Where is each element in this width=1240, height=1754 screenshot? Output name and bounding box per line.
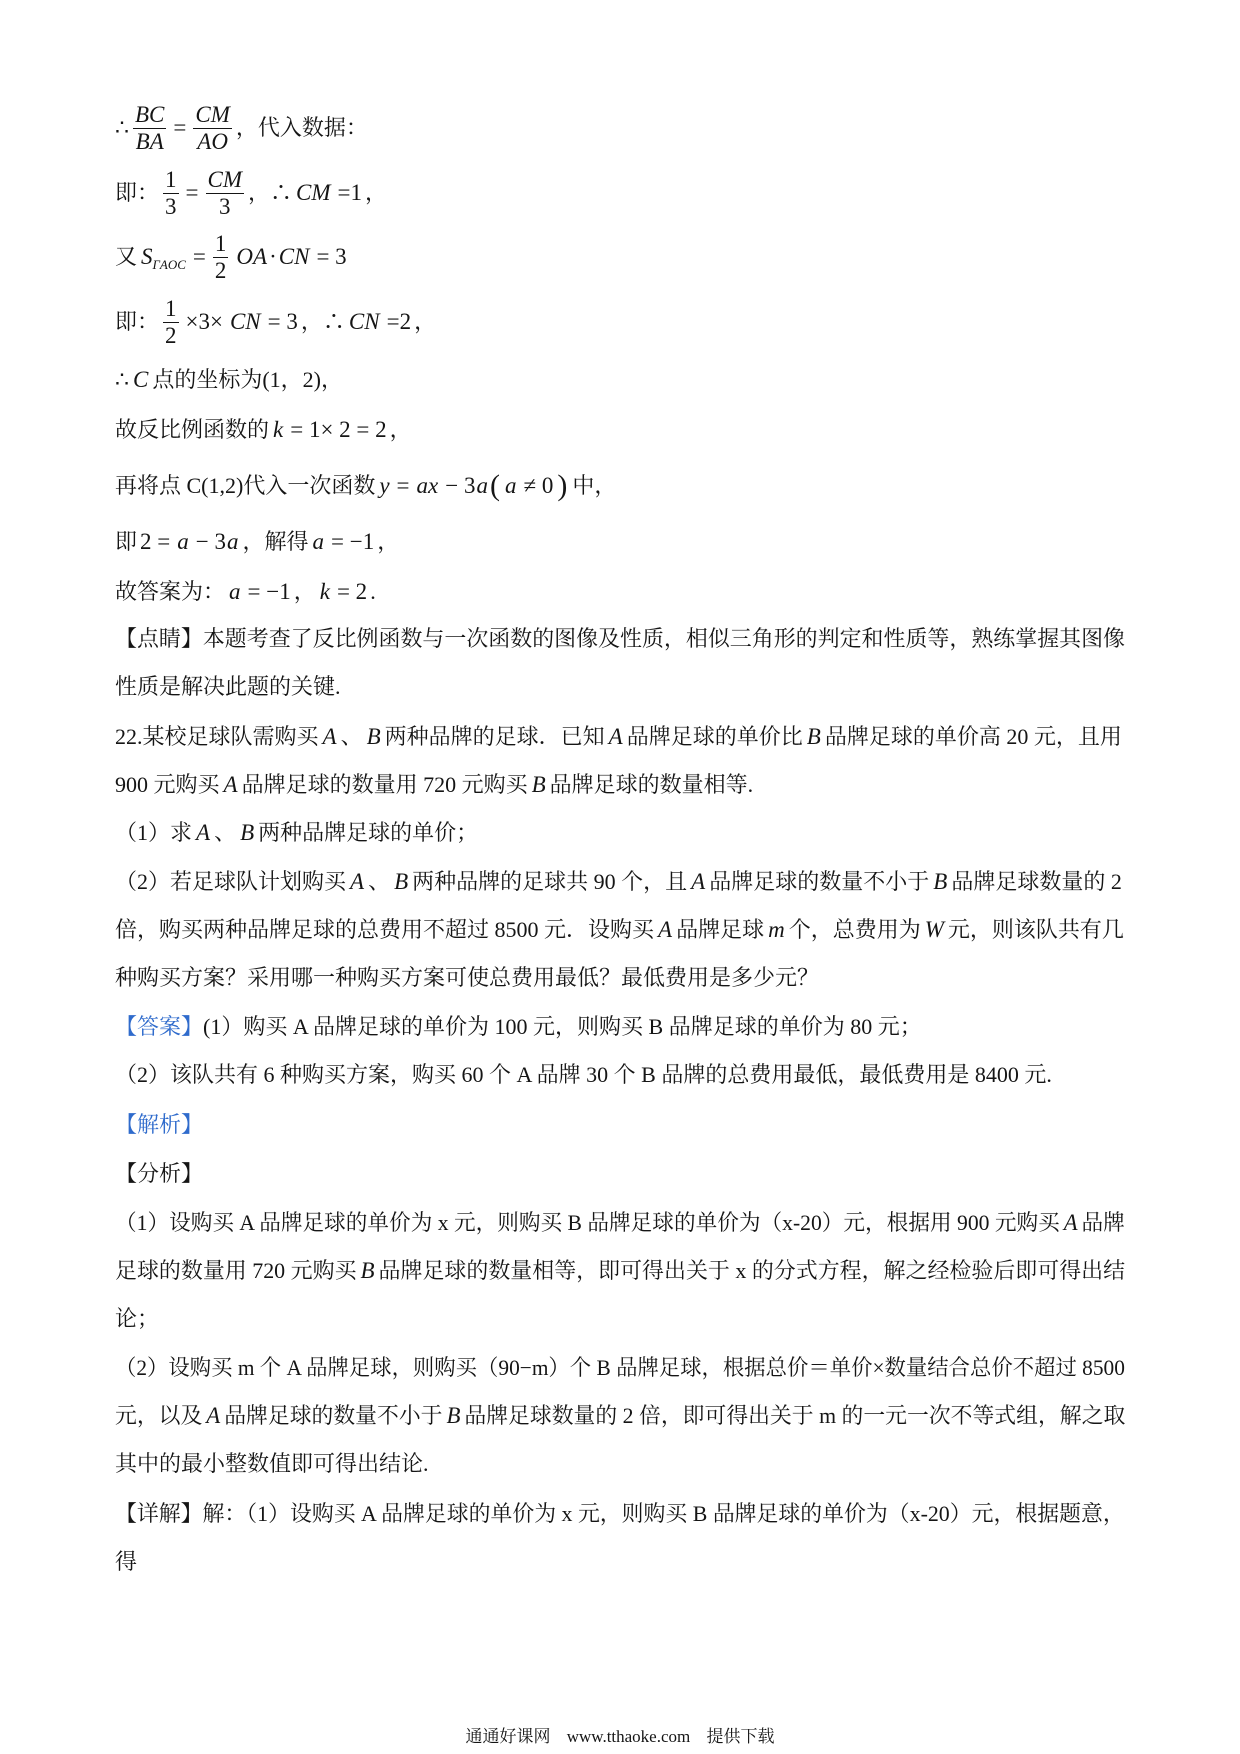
detail-text: 解：（1）设购买 A 品牌足球的单价为 x 元，则购买 B 品牌足球的单价为（x-20）元，根据题意，: [202, 1501, 1125, 1526]
math-variable: W: [924, 917, 944, 942]
math-expression: − 3: [195, 529, 226, 554]
text-segment: ，: [377, 529, 400, 554]
text-segment: 足球的数量用 720 元购买: [115, 1258, 357, 1283]
analysis-line-3: [115, 1304, 159, 1334]
math-expression: ≠ 0: [523, 473, 554, 498]
right-paren: ): [557, 469, 568, 502]
answer-text: （2）该队共有 6 种购买方案，购买 60 个 A 品牌 30 个 B 品牌的总费用最低，最低费用是 8400 元.: [115, 1062, 1052, 1087]
text-segment: 900 元购买: [115, 772, 220, 797]
math-expression: = 1× 2 = 2: [290, 417, 387, 442]
page-footer: [0, 1724, 1240, 1750]
math-variable: C: [133, 367, 149, 392]
derivation-line-point-c: [115, 365, 343, 395]
question-part-2-line-2: [115, 915, 1124, 945]
question-part-2-line-3: [115, 963, 819, 993]
math-variable: k: [273, 417, 284, 442]
math-variable: A: [206, 1403, 221, 1428]
therefore-symbol: ∴: [115, 367, 129, 392]
text-segment: 两种品牌的足球．已知: [384, 724, 605, 749]
text-segment: （2）设购买 m 个 A 品牌足球，则购买（90−m）个 B 品牌足球，根据总价＝单价×数量结合总价不超过 8500: [115, 1355, 1125, 1380]
math-variable: B: [240, 820, 255, 845]
fraction-denominator: 2: [165, 322, 177, 348]
analysis-line-4: [115, 1353, 1125, 1383]
answer-line-1: [115, 1012, 922, 1042]
fraction-denominator: 3: [165, 193, 177, 219]
text-segment: 22.某校足球队需购买: [115, 724, 319, 749]
math-variable: B: [531, 772, 546, 797]
text-segment: 品牌足球的数量不小于: [224, 1403, 443, 1428]
text-segment: 个，总费用为: [788, 917, 921, 942]
fraction-denominator: 2: [214, 257, 227, 283]
text-segment: 再将点 C(1,2)代入一次函数: [115, 473, 376, 498]
question-line-1: [115, 722, 1122, 752]
math-variable: A: [322, 724, 337, 749]
derivation-line-ratio: [115, 100, 368, 156]
footer-url[interactable]: www.tthaoke.com: [566, 1727, 691, 1746]
text-segment: 品牌足球数量的 2: [951, 869, 1122, 894]
math-variable: k: [319, 579, 330, 604]
math-variable: S: [141, 244, 153, 269]
text-segment: 品牌足球的单价高 20 元，且用: [824, 724, 1122, 749]
math-variable: B: [366, 724, 381, 749]
math-variable: A: [1063, 1210, 1078, 1235]
math-variable: OA: [236, 244, 268, 269]
math-expression: = −1: [331, 529, 375, 554]
math-variable: A: [608, 724, 623, 749]
question-part-2-line-1: [115, 867, 1122, 897]
text-segment: 品牌足球: [676, 917, 765, 942]
math-variable: A: [223, 772, 238, 797]
text-segment: ，: [389, 417, 412, 442]
math-variable: CN: [348, 309, 380, 334]
fraction-denominator: AO: [197, 128, 228, 154]
fraction-one-third: [163, 167, 179, 220]
fraction-cm-over-3: [206, 167, 245, 220]
footer-site-name: 通通好课网: [465, 1727, 551, 1746]
derivation-line-final-answer: [115, 577, 376, 607]
math-variable: m: [768, 917, 785, 942]
analysis-sub-label: 【分析】: [115, 1161, 204, 1186]
text-segment: （2）若足球队计划购买: [115, 869, 347, 894]
analysis-line-1: [115, 1208, 1125, 1238]
text-segment: ，: [293, 579, 316, 604]
math-expression: =1: [337, 180, 362, 205]
analysis-subheading: [115, 1159, 203, 1189]
detail-line-1: [115, 1499, 1125, 1529]
fraction-numerator: BC: [135, 101, 165, 127]
equals-sign: =: [173, 115, 187, 140]
answer-line-2: [115, 1060, 1052, 1090]
derivation-line-linear-function: [115, 471, 616, 501]
fraction-denominator: 3: [219, 193, 231, 219]
text-segment: ，∴: [300, 309, 345, 334]
math-expression: 2 =: [140, 529, 171, 554]
math-variable: A: [350, 869, 365, 894]
math-expression: − 3: [445, 473, 476, 498]
detail-text: 得: [115, 1549, 138, 1574]
math-variable: a: [504, 473, 517, 498]
text-segment: 品牌足球的数量不小于: [709, 869, 930, 894]
fraction-numerator: CM: [195, 101, 230, 127]
analysis-label: 【解析】: [115, 1112, 204, 1137]
math-expression: = 2: [336, 579, 368, 604]
text-segment: 其中的最小整数值即可得出结论.: [115, 1451, 429, 1476]
text-segment: 两种品牌足球的单价；: [258, 820, 479, 845]
remark-line-1: [115, 624, 1125, 654]
derivation-line-area: [115, 229, 350, 285]
question-line-2: [115, 770, 753, 800]
math-subscript: ΓAOC: [152, 257, 186, 272]
math-variable: y: [379, 473, 390, 498]
analysis-line-5: [115, 1401, 1125, 1431]
math-variable: CN: [278, 244, 310, 269]
math-variable: B: [360, 1258, 375, 1283]
detail-label: 【详解】: [115, 1501, 203, 1526]
left-paren: (: [489, 469, 500, 502]
text-segment: 、: [368, 869, 391, 894]
fraction-denominator: BA: [135, 128, 164, 154]
text-segment: 种购买方案？采用哪一种购买方案可使总费用最低？最低费用是多少元？: [115, 965, 820, 990]
math-variable: B: [806, 724, 821, 749]
math-expression: =2: [386, 309, 412, 334]
text-segment: 故反比例函数的: [115, 417, 270, 442]
text-segment: （1）设购买 A 品牌足球的单价为 x 元，则购买 B 品牌足球的单价为（x-20）元，根据用 900 元购买: [115, 1210, 1060, 1235]
derivation-line-cn: [115, 294, 436, 350]
math-variable: A: [658, 917, 673, 942]
text-segment: ，解得: [242, 529, 309, 554]
math-variable: B: [933, 869, 948, 894]
equals-sign: =: [185, 180, 199, 205]
text-segment: ，: [365, 180, 388, 205]
text-segment: ，∴: [248, 180, 293, 205]
text-segment: ，代入数据：: [235, 115, 368, 140]
text-segment: 又: [115, 244, 138, 269]
text-segment: 两种品牌的足球共 90 个，且: [412, 869, 688, 894]
remark-line-2: [115, 672, 341, 702]
analysis-line-2: [115, 1256, 1125, 1286]
fraction-numerator: 1: [165, 295, 177, 321]
math-variable: a: [177, 529, 189, 554]
math-variable: CM: [296, 180, 331, 205]
math-variable: A: [196, 820, 211, 845]
equals-sign: =: [396, 473, 410, 498]
derivation-line-k: [115, 415, 412, 445]
text-segment: ，: [414, 309, 437, 334]
derivation-line-solve-a: [115, 527, 399, 557]
math-variable: CN: [229, 309, 261, 334]
footer-suffix: 提供下载: [706, 1727, 775, 1746]
math-variable: B: [394, 869, 409, 894]
math-variable: a: [476, 473, 488, 498]
text-segment: 品牌足球的数量相等，即可得出关于 x 的分式方程，解之经检验后即可得出结: [378, 1258, 1126, 1283]
remark-text: 本题考查了反比例函数与一次函数的图像及性质，相似三角形的判定和性质等，熟练掌握其图像: [202, 626, 1126, 651]
fraction-one-half: [213, 231, 229, 284]
text-segment: 品牌足球的数量相等.: [549, 772, 754, 797]
fraction-numerator: 1: [165, 166, 177, 192]
math-variable: ax: [416, 473, 439, 498]
text-segment: 元，则该队共有几: [947, 917, 1124, 942]
fraction-numerator: CM: [207, 166, 242, 192]
text-segment: （1）求: [115, 820, 193, 845]
text-segment: 品牌足球的单价比: [626, 724, 803, 749]
text-segment: 论；: [115, 1306, 160, 1331]
fraction-numerator: 1: [214, 230, 227, 256]
analysis-line-6: [115, 1449, 429, 1479]
text-segment: 品牌: [1081, 1210, 1125, 1235]
detail-line-2: [115, 1547, 137, 1577]
text-segment: 即：: [115, 309, 160, 334]
text-segment: 点的坐标为(1，2)，: [152, 367, 343, 392]
math-expression: = 3: [316, 244, 347, 269]
math-variable: a: [226, 529, 239, 554]
text-segment: 元，以及: [115, 1403, 203, 1428]
math-expression: ×3×: [185, 309, 223, 334]
text-segment: 即：: [115, 180, 160, 205]
text-segment: 故答案为：: [115, 579, 226, 604]
question-part-1: [115, 818, 478, 848]
math-variable: a: [229, 579, 241, 604]
text-segment: 、: [340, 724, 363, 749]
remark-text: 性质是解决此题的关键.: [115, 674, 341, 699]
text-segment: 中，: [572, 473, 617, 498]
text-segment: 品牌足球数量的 2 倍，即可得出关于 m 的一元一次不等式组，解之取: [464, 1403, 1126, 1428]
answer-text: (1）购买 A 品牌足球的单价为 100 元，则购买 B 品牌足球的单价为 80 元；: [203, 1014, 922, 1039]
text-segment: 倍，购买两种品牌足球的总费用不超过 8500 元．设购买: [115, 917, 655, 942]
fraction-bc-over-ba: [133, 102, 166, 155]
answer-label: 【答案】: [115, 1014, 204, 1039]
equals-sign: =: [192, 244, 206, 269]
derivation-line-substitute: [115, 165, 387, 221]
fraction-cm-over-ao: [193, 102, 232, 155]
therefore-symbol: ∴: [115, 115, 129, 140]
remark-label: 【点睛】: [115, 626, 203, 651]
math-variable: A: [691, 869, 706, 894]
text-segment: 品牌足球的数量用 720 元购买: [241, 772, 528, 797]
dot-operator: ·: [269, 244, 277, 269]
math-variable: B: [446, 1403, 461, 1428]
math-variable: a: [312, 529, 324, 554]
text-segment: 即: [115, 529, 138, 554]
text-segment: .: [370, 579, 376, 604]
text-segment: 、: [214, 820, 237, 845]
math-expression: = −1: [247, 579, 291, 604]
math-expression: = 3: [267, 309, 298, 334]
fraction-one-half: [163, 296, 179, 349]
analysis-heading: [115, 1110, 203, 1140]
